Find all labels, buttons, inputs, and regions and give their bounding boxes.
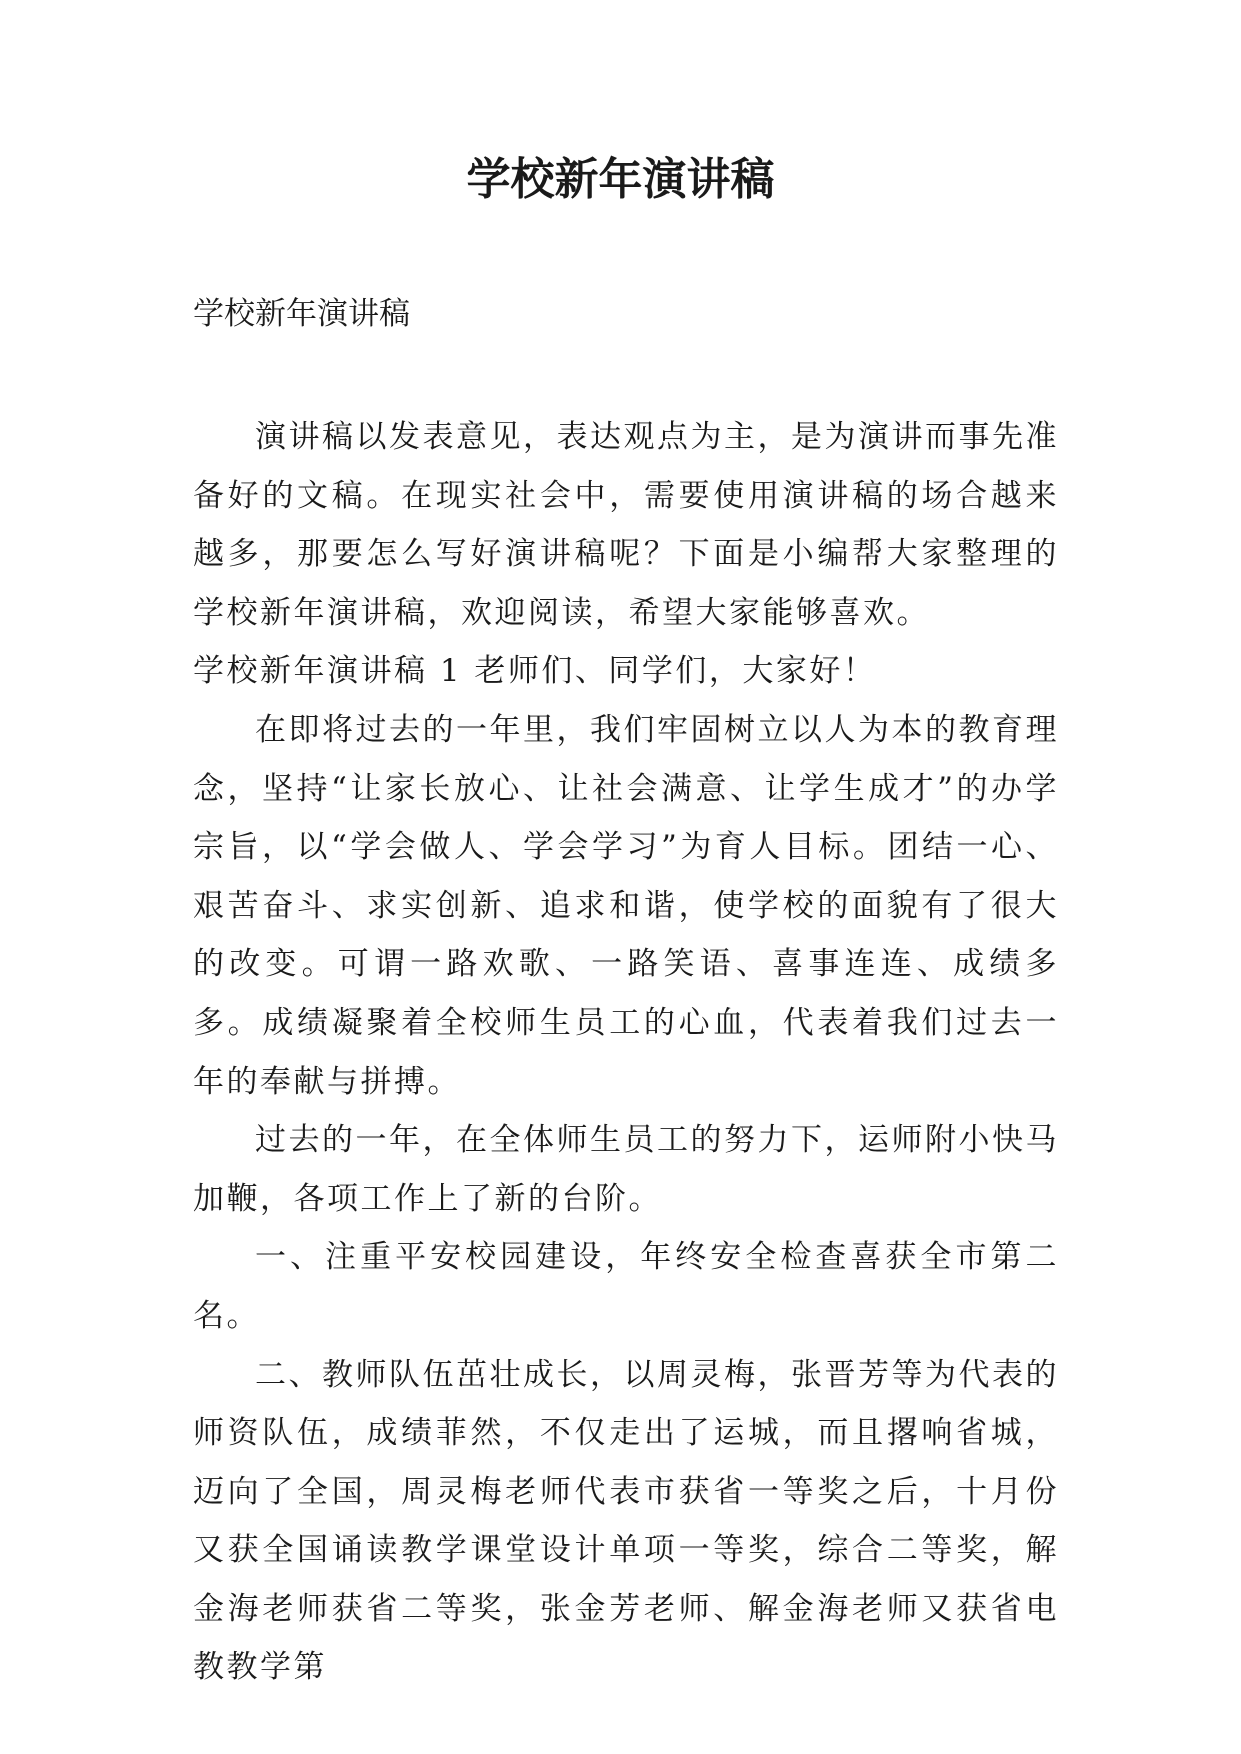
document-subtitle: 学校新年演讲稿 <box>193 296 410 332</box>
paragraph: 过去的一年，在全体师生员工的努力下，运师附小快马加鞭，各项工作上了新的台阶。 <box>193 1122 1059 1217</box>
document-body <box>193 408 1059 1697</box>
paragraph: 二、教师队伍茁壮成长，以周灵梅，张晋芳等为代表的师资队伍，成绩菲然，不仅走出了运城，而且撂响省城，迈向了全国，周灵梅老师代表市获省一等奖之后，十月份又获全国诵读教学课堂设计单项一等奖，综合二等奖，解金海老师获省二等奖，张金芳老师、解金海老师又获省电教教学第 <box>193 1356 1059 1686</box>
paragraph: 演讲稿以发表意见，表达观点为主，是为演讲而事先准备好的文稿。在现实社会中，需要使用演讲稿的场合越来越多，那要怎么写好演讲稿呢？下面是小编帮大家整理的学校新年演讲稿，欢迎阅读，希望大家能够喜欢。 <box>193 419 1059 631</box>
paragraph-heading: 学校新年演讲稿 1 老师们、同学们，大家好！ <box>193 653 877 690</box>
document-title: 学校新年演讲稿 <box>466 154 775 205</box>
paragraph: 一、注重平安校园建设，年终安全检查喜获全市第二名。 <box>193 1239 1059 1334</box>
paragraph: 在即将过去的一年里，我们牢固树立以人为本的教育理念，坚持“让家长放心、让社会满意、让学生成才”的办学宗旨，以“学会做人、学会学习”为育人目标。团结一心、艰苦奋斗、求实创新、追求和谐，使学校的面貌有了很大的改变。可谓一路欢歌、一路笑语、喜事连连、成绩多多。成绩凝聚着全校师生员工的心血，代表着我们过去一年的奉献与拼搏。 <box>193 711 1059 1100</box>
